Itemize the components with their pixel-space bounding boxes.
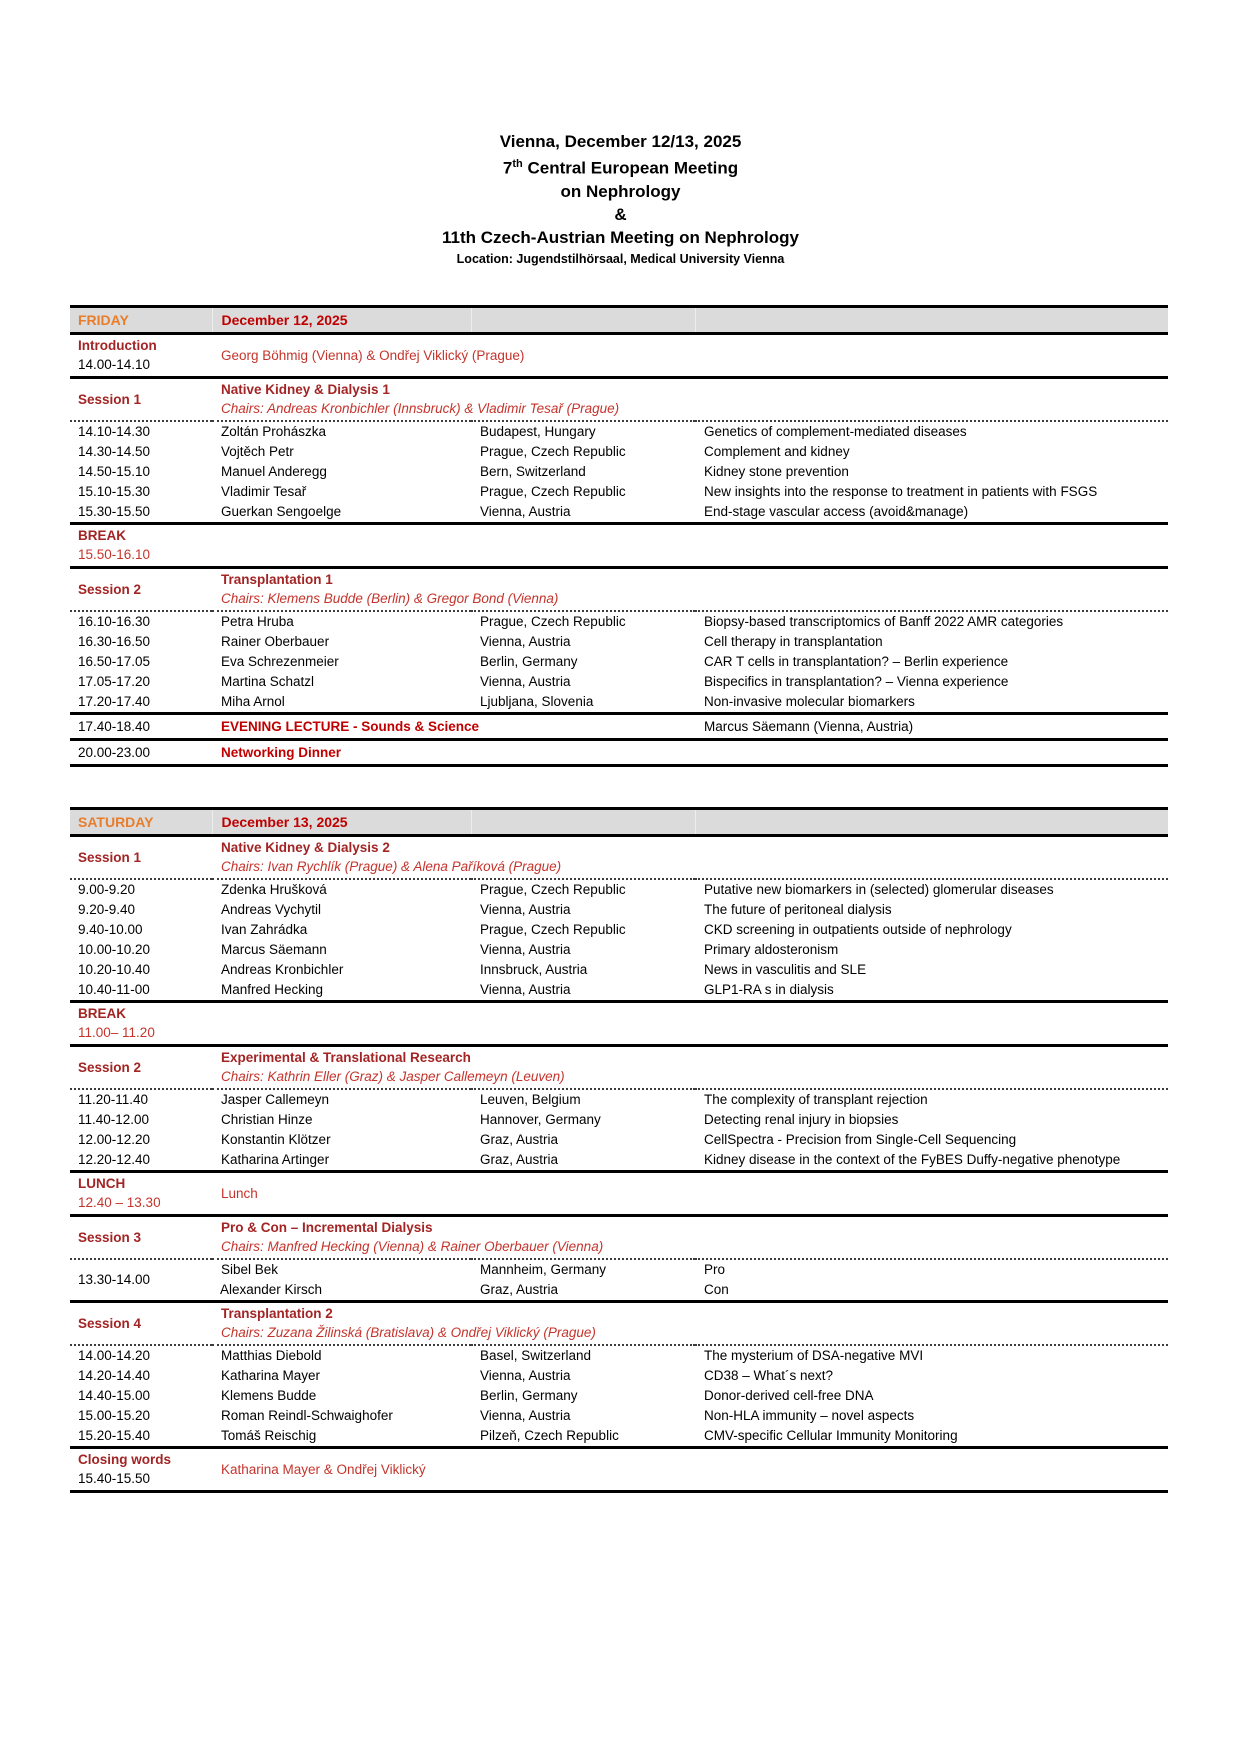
talk-speaker: Katharina Artinger xyxy=(221,1152,330,1168)
session-title: Native Kidney & Dialysis 1 xyxy=(221,382,390,398)
talk-location: Berlin, Germany xyxy=(480,1388,578,1404)
debate-row-con xyxy=(70,1280,1168,1302)
talk-location: Graz, Austria xyxy=(480,1152,559,1168)
talk-row xyxy=(70,980,1168,1002)
talk-topic: Non-invasive molecular biomarkers xyxy=(704,694,915,710)
day-label: SATURDAY xyxy=(70,808,212,835)
lunch-row xyxy=(70,1171,1168,1215)
talk-speaker: Matthias Diebold xyxy=(221,1348,322,1364)
introduction-row xyxy=(70,333,1168,377)
talk-time: 12.20-12.40 xyxy=(78,1152,151,1168)
talk-topic: Primary aldosteronism xyxy=(704,942,839,958)
talk-location: Prague, Czech Republic xyxy=(480,444,626,460)
talk-location: Pilzeň, Czech Republic xyxy=(480,1428,619,1444)
talk-speaker: Konstantin Klötzer xyxy=(221,1132,331,1148)
session-head-cell xyxy=(212,835,1168,879)
talk-row xyxy=(70,1386,1168,1406)
talk-location: Ljubljana, Slovenia xyxy=(480,694,594,710)
talk-row xyxy=(70,960,1168,980)
talk-time: 15.00-15.20 xyxy=(78,1408,151,1424)
talk-location: Graz, Austria xyxy=(480,1282,559,1298)
session-row xyxy=(70,377,1168,421)
lunch-label: LUNCH xyxy=(78,1176,126,1192)
talk-topic: CAR T cells in transplantation? – Berlin experience xyxy=(704,654,1009,670)
talk-topic: CD38 – What´s next? xyxy=(704,1368,834,1384)
talk-row xyxy=(70,1406,1168,1426)
talk-row xyxy=(70,1426,1168,1448)
talk-location: Graz, Austria xyxy=(480,1132,559,1148)
date-label: December 12, 2025 xyxy=(212,306,471,333)
closing-label-cell xyxy=(70,1447,212,1491)
day-header-row xyxy=(70,306,1168,333)
session-chairs: Chairs: Klemens Budde (Berlin) & Gregor Bond (Vienna) xyxy=(221,591,559,607)
talk-speaker: Andreas Kronbichler xyxy=(221,962,344,978)
talk-topic: News in vasculitis and SLE xyxy=(704,962,867,978)
talk-row xyxy=(70,940,1168,960)
talk-time: 10.00-10.20 xyxy=(78,942,151,958)
talk-topic: Genetics of complement-mediated diseases xyxy=(704,424,967,440)
talk-time: 14.20-14.40 xyxy=(78,1368,151,1384)
talk-speaker: Zoltán Prohászka xyxy=(221,424,327,440)
location-line: Location: Jugendstilhörsaal, Medical University Vienna xyxy=(456,251,785,266)
break-cell xyxy=(70,523,1168,567)
meeting-title-3: 11th Czech-Austrian Meeting on Nephrology xyxy=(441,227,800,247)
talk-topic: CKD screening in outpatients outside of nephrology xyxy=(704,922,1012,938)
talk-time: 10.40-11-00 xyxy=(78,982,150,998)
talk-topic: CMV-specific Cellular Immunity Monitoring xyxy=(704,1428,958,1444)
talk-time: 15.20-15.40 xyxy=(78,1428,151,1444)
closing-label: Closing words xyxy=(78,1452,172,1468)
document-header xyxy=(0,0,1241,269)
talk-location: Budapest, Hungary xyxy=(480,424,596,440)
session-label: Session 2 xyxy=(70,567,212,611)
talk-speaker: Martina Schatzl xyxy=(221,674,315,690)
talk-topic: Con xyxy=(704,1282,729,1298)
talk-location: Vienna, Austria xyxy=(480,982,571,998)
talk-row xyxy=(70,920,1168,940)
date-label: December 13, 2025 xyxy=(212,808,471,835)
talk-speaker: Katharina Mayer xyxy=(221,1368,321,1384)
talk-topic: Non-HLA immunity – novel aspects xyxy=(704,1408,915,1424)
session-title: Experimental & Translational Research xyxy=(221,1050,471,1066)
talk-row xyxy=(70,1366,1168,1386)
talk-speaker: Rainer Oberbauer xyxy=(221,634,330,650)
evening-lecture-speaker: Marcus Säemann (Vienna, Austria) xyxy=(695,713,1168,739)
talk-speaker: Ivan Zahrádka xyxy=(221,922,308,938)
talk-speaker: Tomáš Reischig xyxy=(221,1428,317,1444)
talk-speaker: Christian Hinze xyxy=(221,1112,313,1128)
day-header-spacer xyxy=(471,808,695,835)
talk-location: Hannover, Germany xyxy=(480,1112,601,1128)
talk-row xyxy=(70,1150,1168,1172)
talk-topic: Pro xyxy=(704,1262,726,1278)
talk-time: 9.40-10.00 xyxy=(78,922,143,938)
talk-row xyxy=(70,652,1168,672)
lunch-time: 12.40 – 13.30 xyxy=(78,1195,161,1211)
talk-location: Leuven, Belgium xyxy=(480,1092,581,1108)
talk-row xyxy=(70,462,1168,482)
talk-location: Basel, Switzerland xyxy=(480,1348,592,1364)
break-label: BREAK xyxy=(78,1006,127,1022)
talk-speaker: Petra Hruba xyxy=(221,614,294,630)
debate-time: 13.30-14.00 xyxy=(78,1272,151,1288)
session-row xyxy=(70,567,1168,611)
talk-row xyxy=(70,879,1168,900)
session-head-cell xyxy=(212,377,1168,421)
talk-location: Vienna, Austria xyxy=(480,1368,571,1384)
talk-row xyxy=(70,900,1168,920)
lunch-note: Lunch xyxy=(212,1171,1168,1215)
talk-time: 12.00-12.20 xyxy=(78,1132,151,1148)
evening-lecture-title: EVENING LECTURE - Sounds & Science xyxy=(212,713,695,739)
closing-time: 15.40-15.50 xyxy=(78,1471,151,1487)
talk-row xyxy=(70,482,1168,502)
talk-speaker: Manfred Hecking xyxy=(221,982,324,998)
break-cell xyxy=(70,1001,1168,1045)
session-row xyxy=(70,1045,1168,1089)
session-chairs: Chairs: Kathrin Eller (Graz) & Jasper Callemeyn (Leuven) xyxy=(221,1069,565,1085)
networking-dinner-row xyxy=(70,739,1168,765)
talk-time: 14.10-14.30 xyxy=(78,424,151,440)
talk-speaker: Miha Arnol xyxy=(221,694,285,710)
talk-topic: End-stage vascular access (avoid&manage) xyxy=(704,504,969,520)
session-row xyxy=(70,835,1168,879)
talk-topic: Kidney disease in the context of the FyBES Duffy-negative phenotype xyxy=(704,1152,1121,1168)
talk-location: Vienna, Austria xyxy=(480,674,571,690)
session-label: Session 1 xyxy=(70,835,212,879)
talk-row xyxy=(70,672,1168,692)
talk-speaker: Vojtěch Petr xyxy=(221,444,294,460)
break-time: 15.50-16.10 xyxy=(78,547,151,563)
day-label: FRIDAY xyxy=(70,306,212,333)
networking-dinner-title: Networking Dinner xyxy=(212,739,1168,765)
talk-time: 16.50-17.05 xyxy=(78,654,151,670)
talk-location: Bern, Switzerland xyxy=(480,464,586,480)
talk-time: 14.30-14.50 xyxy=(78,444,151,460)
talk-time: 14.50-15.10 xyxy=(78,464,151,480)
evening-lecture-row xyxy=(70,713,1168,739)
talk-location: Prague, Czech Republic xyxy=(480,484,626,500)
session-row xyxy=(70,1301,1168,1345)
talk-speaker: Sibel Bek xyxy=(221,1262,279,1278)
networking-dinner-time: 20.00-23.00 xyxy=(70,739,212,765)
session-chairs: Chairs: Zuzana Žilinská (Bratislava) & Ondřej Viklický (Prague) xyxy=(221,1325,596,1341)
talk-row xyxy=(70,1089,1168,1110)
session-label: Session 2 xyxy=(70,1045,212,1089)
talk-speaker: Vladimir Tesař xyxy=(221,484,307,500)
talk-speaker: Guerkan Sengoelge xyxy=(221,504,342,520)
talk-location: Vienna, Austria xyxy=(480,942,571,958)
meeting-number-ordinal: th xyxy=(512,158,523,170)
talk-topic: Cell therapy in transplantation xyxy=(704,634,883,650)
talk-time: 15.10-15.30 xyxy=(78,484,151,500)
talk-location: Berlin, Germany xyxy=(480,654,578,670)
session-title: Transplantation 2 xyxy=(221,1306,333,1322)
talk-row xyxy=(70,632,1168,652)
day-header-row xyxy=(70,808,1168,835)
session-row xyxy=(70,1215,1168,1259)
talk-speaker: Jasper Callemeyn xyxy=(221,1092,330,1108)
talk-location: Prague, Czech Republic xyxy=(480,922,626,938)
talk-topic: Biopsy-based transcriptomics of Banff 2022 AMR categories xyxy=(704,614,1064,630)
meeting-title-1-rest: Central European Meeting xyxy=(522,158,739,178)
talk-topic: The mysterium of DSA-negative MVI xyxy=(704,1348,924,1364)
talk-location: Prague, Czech Republic xyxy=(480,882,626,898)
session-title: Native Kidney & Dialysis 2 xyxy=(221,840,390,856)
session-head-cell xyxy=(212,1301,1168,1345)
introduction-time: 14.00-14.10 xyxy=(78,357,151,373)
talk-time: 17.05-17.20 xyxy=(78,674,151,690)
talk-speaker: Andreas Vychytil xyxy=(221,902,322,918)
introduction-label-cell xyxy=(70,333,212,377)
talk-speaker: Manuel Anderegg xyxy=(221,464,327,480)
day-header-spacer xyxy=(695,306,1168,333)
break-row xyxy=(70,1001,1168,1045)
talk-topic: The future of peritoneal dialysis xyxy=(704,902,892,918)
break-label: BREAK xyxy=(78,528,127,544)
break-row xyxy=(70,523,1168,567)
talk-time: 16.10-16.30 xyxy=(78,614,151,630)
introduction-label: Introduction xyxy=(78,338,157,354)
talk-time: 10.20-10.40 xyxy=(78,962,151,978)
lunch-label-cell xyxy=(70,1171,212,1215)
talk-time: 14.40-15.00 xyxy=(78,1388,151,1404)
talk-time: 17.20-17.40 xyxy=(78,694,151,710)
day-header-spacer xyxy=(471,306,695,333)
meeting-title-2: on Nephrology xyxy=(560,181,681,201)
talk-location: Vienna, Austria xyxy=(480,634,571,650)
break-time: 11.00– 11.20 xyxy=(78,1025,155,1041)
talk-speaker: Klemens Budde xyxy=(221,1388,317,1404)
debate-row-pro xyxy=(70,1259,1168,1280)
session-title: Transplantation 1 xyxy=(221,572,333,588)
talk-topic: GLP1-RA s in dialysis xyxy=(704,982,834,998)
introduction-speakers: Georg Böhmig (Vienna) & Ondřej Viklický (Prague) xyxy=(212,333,1168,377)
ampersand: & xyxy=(614,204,627,224)
talk-row xyxy=(70,1130,1168,1150)
talk-speaker: Alexander Kirsch xyxy=(220,1282,323,1298)
talk-location: Vienna, Austria xyxy=(480,1408,571,1424)
talk-location: Mannheim, Germany xyxy=(480,1262,607,1278)
talk-row xyxy=(70,692,1168,714)
session-head-cell xyxy=(212,1045,1168,1089)
talk-row xyxy=(70,442,1168,462)
talk-location: Prague, Czech Republic xyxy=(480,614,626,630)
closing-row xyxy=(70,1447,1168,1491)
session-title: Pro & Con – Incremental Dialysis xyxy=(221,1220,433,1236)
session-chairs: Chairs: Ivan Rychlík (Prague) & Alena Paříková (Prague) xyxy=(221,859,562,875)
talk-speaker: Roman Reindl-Schwaighofer xyxy=(221,1408,393,1424)
talk-topic: Detecting renal injury in biopsies xyxy=(704,1112,899,1128)
talk-topic: New insights into the response to treatment in patients with FSGS xyxy=(704,484,1098,500)
talk-speaker: Eva Schrezenmeier xyxy=(221,654,339,670)
talk-row xyxy=(70,1345,1168,1366)
talk-topic: CellSpectra - Precision from Single-Cell Sequencing xyxy=(704,1132,1017,1148)
talk-speaker: Marcus Säemann xyxy=(221,942,327,958)
event-city-date: Vienna, December 12/13, 2025 xyxy=(499,132,742,151)
talk-time: 14.00-14.20 xyxy=(78,1348,151,1364)
talk-topic: Bispecifics in transplantation? – Vienna experience xyxy=(704,674,1009,690)
talk-row xyxy=(70,421,1168,442)
talk-time: 11.20-11.40 xyxy=(78,1092,149,1108)
talk-time: 9.20-9.40 xyxy=(78,902,136,918)
session-label: Session 4 xyxy=(70,1301,212,1345)
session-head-cell xyxy=(212,567,1168,611)
talk-row xyxy=(70,502,1168,524)
talk-topic: Putative new biomarkers in (selected) glomerular diseases xyxy=(704,882,1054,898)
talk-location: Vienna, Austria xyxy=(480,504,571,520)
friday-program-table xyxy=(70,305,1168,767)
talk-time: 15.30-15.50 xyxy=(78,504,151,520)
talk-row xyxy=(70,611,1168,632)
session-label: Session 3 xyxy=(70,1215,212,1259)
talk-row xyxy=(70,1110,1168,1130)
talk-topic: Donor-derived cell-free DNA xyxy=(704,1388,874,1404)
meeting-number: 7 xyxy=(502,158,513,178)
saturday-program-table xyxy=(70,807,1168,1493)
talk-speaker: Zdenka Hrušková xyxy=(221,882,327,898)
talk-time: 11.40-12.00 xyxy=(78,1112,150,1128)
talk-topic: Complement and kidney xyxy=(704,444,850,460)
meeting-title-1 xyxy=(0,153,1241,180)
session-label: Session 1 xyxy=(70,377,212,421)
talk-location: Vienna, Austria xyxy=(480,902,571,918)
session-chairs: Chairs: Manfred Hecking (Vienna) & Rainer Oberbauer (Vienna) xyxy=(221,1239,604,1255)
talk-topic: The complexity of transplant rejection xyxy=(704,1092,928,1108)
closing-speakers: Katharina Mayer & Ondřej Viklický xyxy=(212,1447,1168,1491)
day-header-spacer xyxy=(695,808,1168,835)
session-head-cell xyxy=(212,1215,1168,1259)
talk-location: Innsbruck, Austria xyxy=(480,962,588,978)
talk-topic: Kidney stone prevention xyxy=(704,464,849,480)
evening-lecture-time: 17.40-18.40 xyxy=(70,713,212,739)
talk-time: 9.00-9.20 xyxy=(78,882,136,898)
talk-time: 16.30-16.50 xyxy=(78,634,151,650)
session-chairs: Chairs: Andreas Kronbichler (Innsbruck) & Vladimir Tesař (Prague) xyxy=(221,401,620,417)
